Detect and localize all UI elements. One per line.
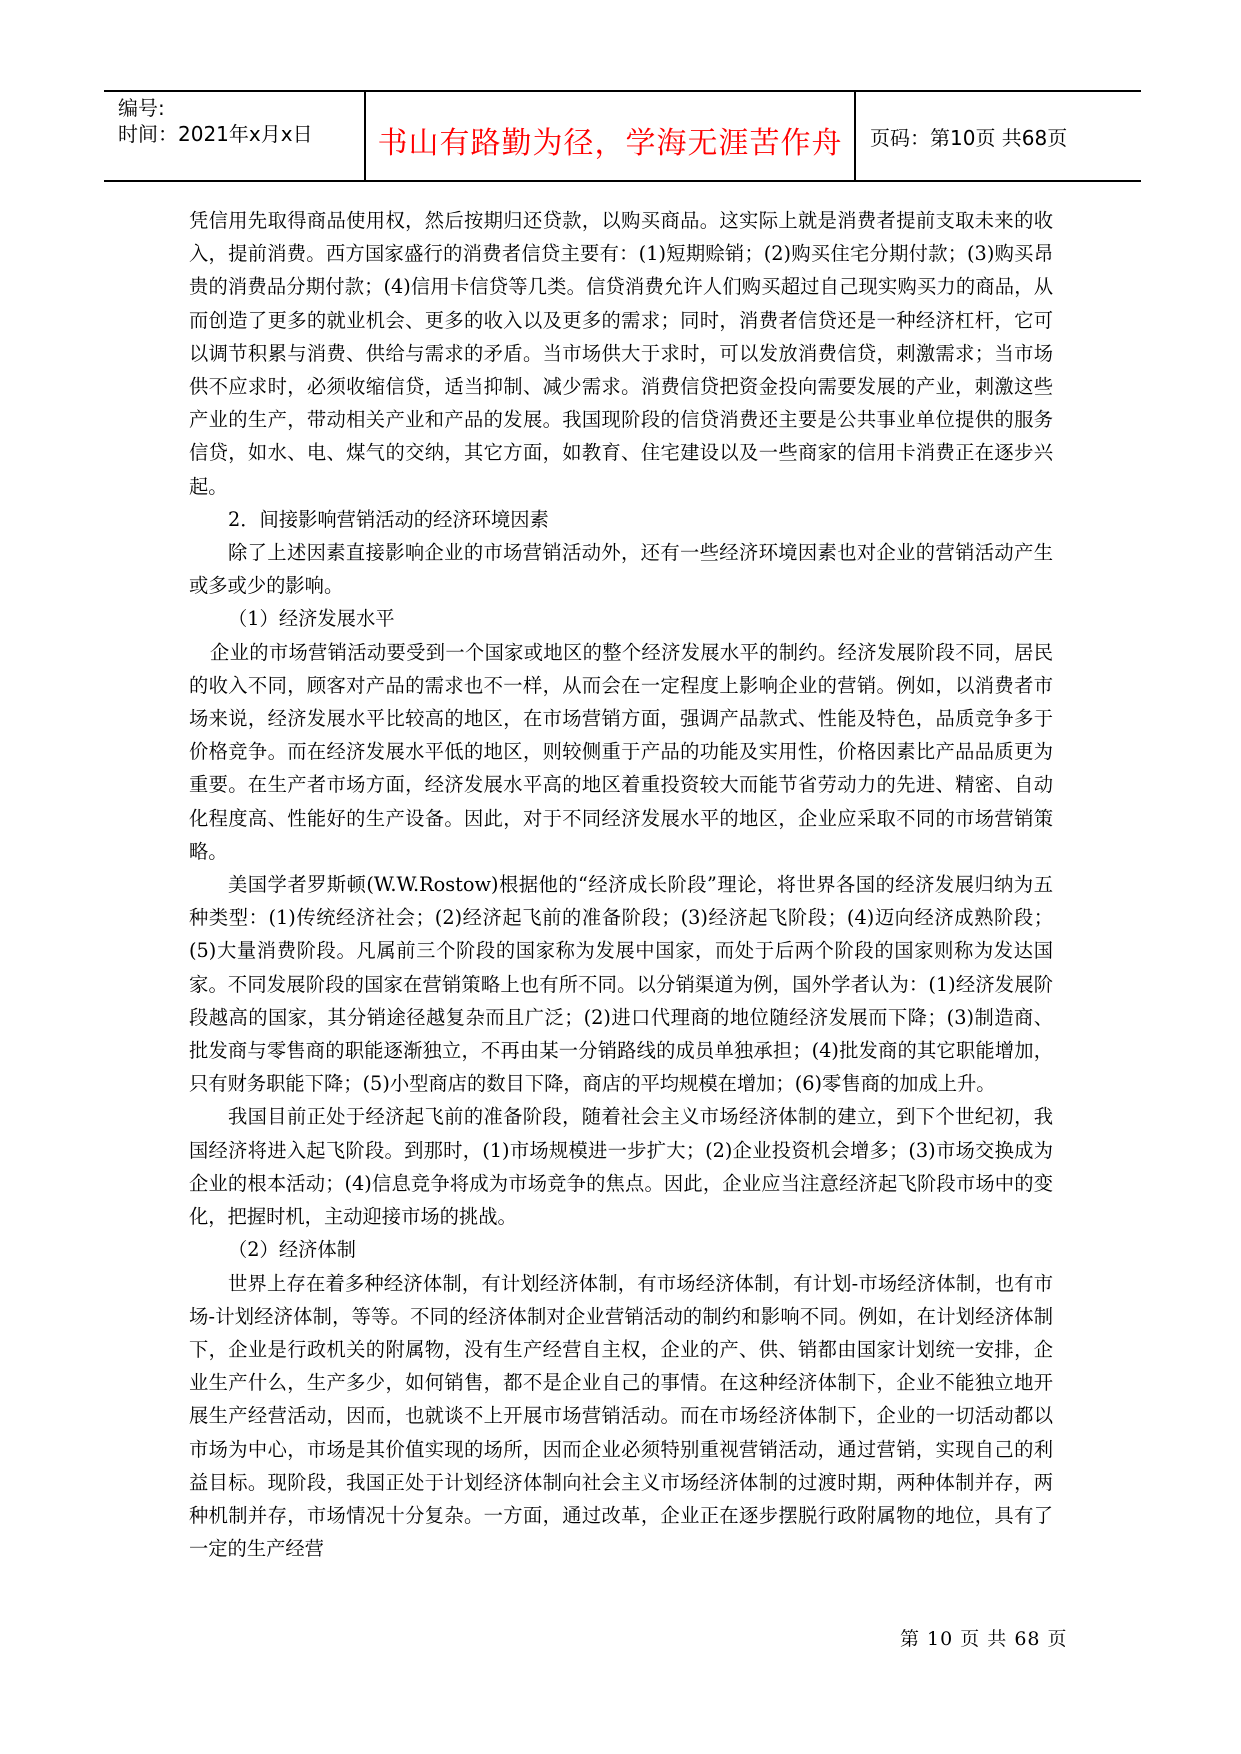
paragraph: 我国目前正处于经济起飞前的准备阶段，随着社会主义市场经济体制的建立，到下个世纪初，我国经济将进入起飞阶段。到那时，(1)市场规模进一步扩大；(2)企业投资机会增多；(3)市场交换成为企业的根本活动；(4)信息竞争将成为市场竞争的焦点。因此，企业应当注意经济起飞阶段市场中的变化，把握时机，主动迎接市场的挑战。 xyxy=(189,1105,1053,1229)
header-page-code-cell xyxy=(856,92,1139,180)
paragraph: 企业的市场营销活动要受到一个国家或地区的整个经济发展水平的制约。经济发展阶段不同，居民的收入不同，顾客对产品的需求也不一样，从而会在一定程度上影响企业的营销。例如，以消费者市场来说，经济发展水平比较高的地区，在市场营销方面，强调产品款式、性能及特色，品质竞争多于价格竞争。而在经济发展水平低的地区，则较侧重于产品的功能及实用性，价格因素比产品品质更为重要。在生产者市场方面，经济发展水平高的地区着重投资较大而能节省劳动力的先进、精密、自动化程度高、性能好的生产设备。因此，对于不同经济发展水平的地区，企业应采取不同的市场营销策略。 xyxy=(189,640,1053,863)
page-footer: 第 10 页 共 68 页 xyxy=(900,1628,1068,1650)
paragraph: 凭信用先取得商品使用权，然后按期归还贷款，以购买商品。这实际上就是消费者提前支取未来的收入，提前消费。西方国家盛行的消费者信贷主要有：(1)短期赊销；(2)购买住宅分期付款；(3)购买昂贵的消费品分期付款；(4)信用卡信贷等几类。信贷消费允许人们购买超过自己现实购买力的商品，从而创造了更多的就业机会、更多的收入以及更多的需求；同时，消费者信贷还是一种经济杠杆，它可以调节积累与消费、供给与需求的矛盾。当市场供大于求时，可以发放消费信贷，刺激需求；当市场供不应求时，必须收缩信贷，适当抑制、减少需求。消费信贷把资金投向需要发展的产业，刺激这些产业的生产，带动相关产业和产品的发展。我国现阶段的信贷消费还主要是公共事业单位提供的服务信贷，如水、电、煤气的交纳，其它方面，如教育、住宅建设以及一些商家的信用卡消费正在逐步兴起。 xyxy=(189,209,1053,498)
document-number-label: 编号: xyxy=(118,96,165,120)
paragraph: 世界上存在着多种经济体制，有计划经济体制，有市场经济体制，有计划-市场经济体制，也有市场-计划经济体制，等等。不同的经济体制对企业营销活动的制约和影响不同。例如，在计划经济体制下，企业是行政机关的附属物，没有生产经营自主权，企业的产、供、销都由国家计划统一安排，企业生产什么，生产多少，如何销售，都不是企业自己的事情。在这种经济体制下，企业不能独立地开展生产经营活动，因而，也就谈不上开展市场营销活动。而在市场经济体制下，企业的一切活动都以市场为中心，市场是其价值实现的场所，因而企业必须特别重视营销活动，通过营销，实现自己的利益目标。现阶段，我国正处于计划经济体制向社会主义市场经济体制的过渡时期，两种体制并存，两种机制并存，市场情况十分复杂。一方面，通过改革，企业正在逐步摆脱行政附属物的地位，具有了一定的生产经营 xyxy=(189,1271,1053,1561)
subsection-heading: （1）经济发展水平 xyxy=(228,607,395,631)
page-code: 页码：第10页 共68页 xyxy=(870,125,1068,150)
paragraph: 除了上述因素直接影响企业的市场营销活动外，还有一些经济环境因素也对企业的营销活动产生或多或少的影响。 xyxy=(189,541,1053,598)
header-meta xyxy=(104,92,366,180)
header-motto-cell xyxy=(366,92,856,180)
document-body xyxy=(189,204,1053,1565)
page-header xyxy=(104,90,1141,182)
document-time: 时间：2021年x月x日 xyxy=(118,122,313,146)
motto-text: 书山有路勤为径，学海无涯苦作舟 xyxy=(377,126,843,161)
paragraph: 美国学者罗斯顿(W.W.Rostow)根据他的“经济成长阶段”理论，将世界各国的经济发展归纳为五种类型：(1)传统经济社会；(2)经济起飞前的准备阶段；(3)经济起飞阶段；(4)迈向经济成熟阶段；(5)大量消费阶段。凡属前三个阶段的国家称为发展中国家，而处于后两个阶段的国家则称为发达国家。不同发展阶段的国家在营销策略上也有所不同。以分销渠道为例，国外学者认为：(1)经济发展阶段越高的国家，其分销途径越复杂而且广泛；(2)进口代理商的地位随经济发展而下降；(3)制造商、批发商与零售商的职能逐渐独立，不再由某一分销路线的成员单独承担；(4)批发商的其它职能增加，只有财务职能下降；(5)小型商店的数目下降，商店的平均规模在增加；(6)零售商的加成上升。 xyxy=(189,873,1053,1096)
section-heading: 2．间接影响营销活动的经济环境因素 xyxy=(228,507,549,531)
subsection-heading: （2）经济体制 xyxy=(228,1238,356,1262)
